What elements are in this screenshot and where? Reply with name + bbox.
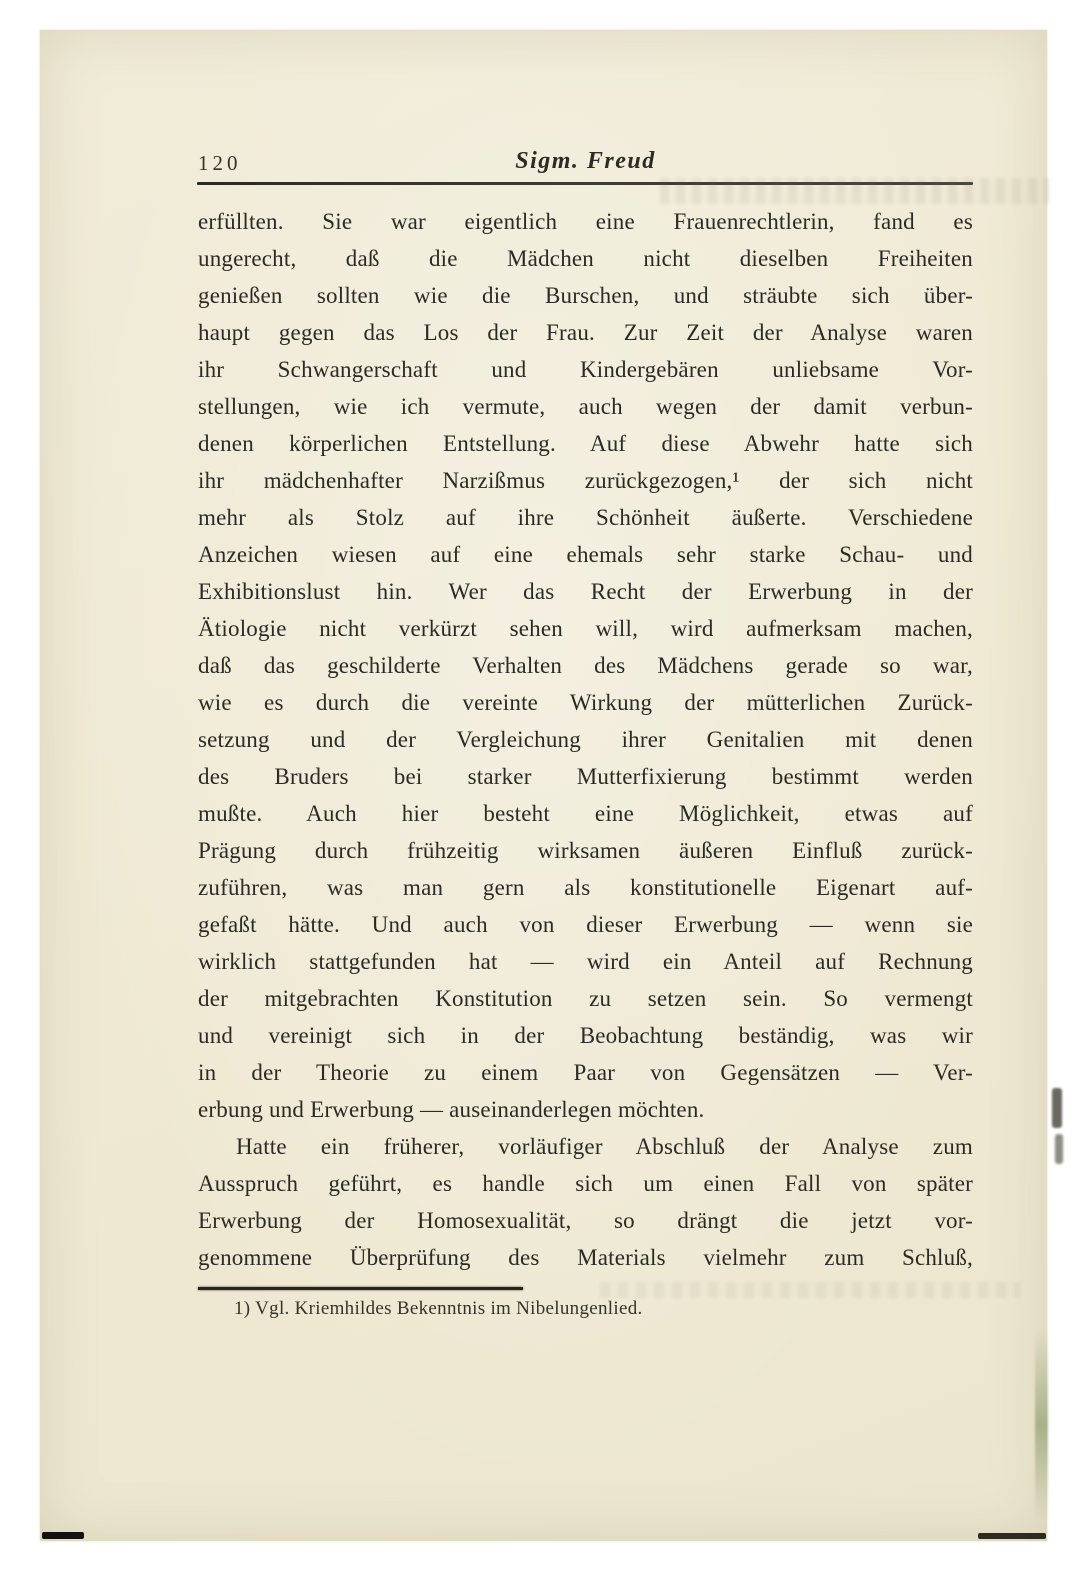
text-line: des Bruders bei starker Mutterfixierung bestimmt werden bbox=[198, 764, 973, 789]
text-line: denen körperlichen Entstellung. Auf diese Abwehr hatte sich bbox=[198, 431, 973, 456]
text-line: und vereinigt sich in der Beobachtung beständig, was wir bbox=[198, 1023, 973, 1048]
text-line: ihr mädchenhafter Narzißmus zurückgezogen,¹ der sich nicht bbox=[198, 468, 973, 493]
book-page bbox=[40, 30, 1047, 1541]
running-title: Sigm. Freud bbox=[515, 148, 656, 174]
page-header bbox=[198, 148, 973, 178]
ink-smudge-right-edge-2 bbox=[1055, 1134, 1063, 1164]
text-line: genommene Überprüfung des Materials vielmehr zum Schluß, bbox=[198, 1245, 973, 1270]
footnote-separator-rule bbox=[198, 1287, 523, 1290]
text-line: Prägung durch frühzeitig wirksamen äußeren Einfluß zurück- bbox=[198, 838, 973, 863]
text-line: ihr Schwangerschaft und Kindergebären unliebsame Vor- bbox=[198, 357, 973, 382]
page-number: 120 bbox=[198, 151, 242, 175]
text-line: Exhibitionslust hin. Wer das Recht der Erwerbung in der bbox=[198, 579, 973, 604]
footnote: 1) Vgl. Kriemhildes Bekenntnis im Nibelungenlied. bbox=[234, 1298, 643, 1319]
text-line: ungerecht, daß die Mädchen nicht dieselben Freiheiten bbox=[198, 246, 973, 271]
header-rule bbox=[197, 182, 973, 185]
text-line: Ausspruch geführt, es handle sich um einen Fall von später bbox=[198, 1171, 973, 1196]
text-line: erbung und Erwerbung — auseinanderlegen möchten. bbox=[198, 1097, 705, 1122]
text-line: setzung und der Vergleichung ihrer Genitalien mit denen bbox=[198, 727, 973, 752]
text-line: Anzeichen wiesen auf eine ehemals sehr starke Schau- und bbox=[198, 542, 973, 567]
text-line: daß das geschilderte Verhalten des Mädchens gerade so war, bbox=[198, 653, 973, 678]
text-line: haupt gegen das Los der Frau. Zur Zeit der Analyse waren bbox=[198, 320, 973, 345]
scan-color-strip bbox=[1035, 1330, 1048, 1520]
text-line: wirklich stattgefunden hat — wird ein Anteil auf Rechnung bbox=[198, 949, 973, 974]
body-text bbox=[198, 203, 973, 1276]
text-line: Erwerbung der Homosexualität, so drängt die jetzt vor- bbox=[198, 1208, 973, 1233]
text-line: wie es durch die vereinte Wirkung der mütterlichen Zurück- bbox=[198, 690, 973, 715]
text-line: erfüllten. Sie war eigentlich eine Frauenrechtlerin, fand es bbox=[198, 209, 973, 234]
text-line: mehr als Stolz auf ihre Schönheit äußerte. Verschiedene bbox=[198, 505, 973, 530]
text-line: genießen sollten wie die Burschen, und sträubte sich über- bbox=[198, 283, 973, 308]
scan-edge-mark-left bbox=[42, 1532, 84, 1539]
text-line: stellungen, wie ich vermute, auch wegen der damit verbun- bbox=[198, 394, 973, 419]
text-line: Ätiologie nicht verkürzt sehen will, wird aufmerksam machen, bbox=[198, 616, 973, 641]
text-line: Hatte ein früherer, vorläufiger Abschluß der Analyse zum bbox=[236, 1134, 973, 1159]
text-line: zuführen, was man gern als konstitutionelle Eigenart auf- bbox=[198, 875, 973, 900]
text-line: in der Theorie zu einem Paar von Gegensätzen — Ver- bbox=[198, 1060, 973, 1085]
text-line: der mitgebrachten Konstitution zu setzen sein. So vermengt bbox=[198, 986, 973, 1011]
text-line: mußte. Auch hier besteht eine Möglichkeit, etwas auf bbox=[198, 801, 973, 826]
ink-smudge-right-edge bbox=[1052, 1088, 1062, 1128]
text-line: gefaßt hätte. Und auch von dieser Erwerbung — wenn sie bbox=[198, 912, 973, 937]
scan-edge-mark-right bbox=[978, 1533, 1046, 1539]
